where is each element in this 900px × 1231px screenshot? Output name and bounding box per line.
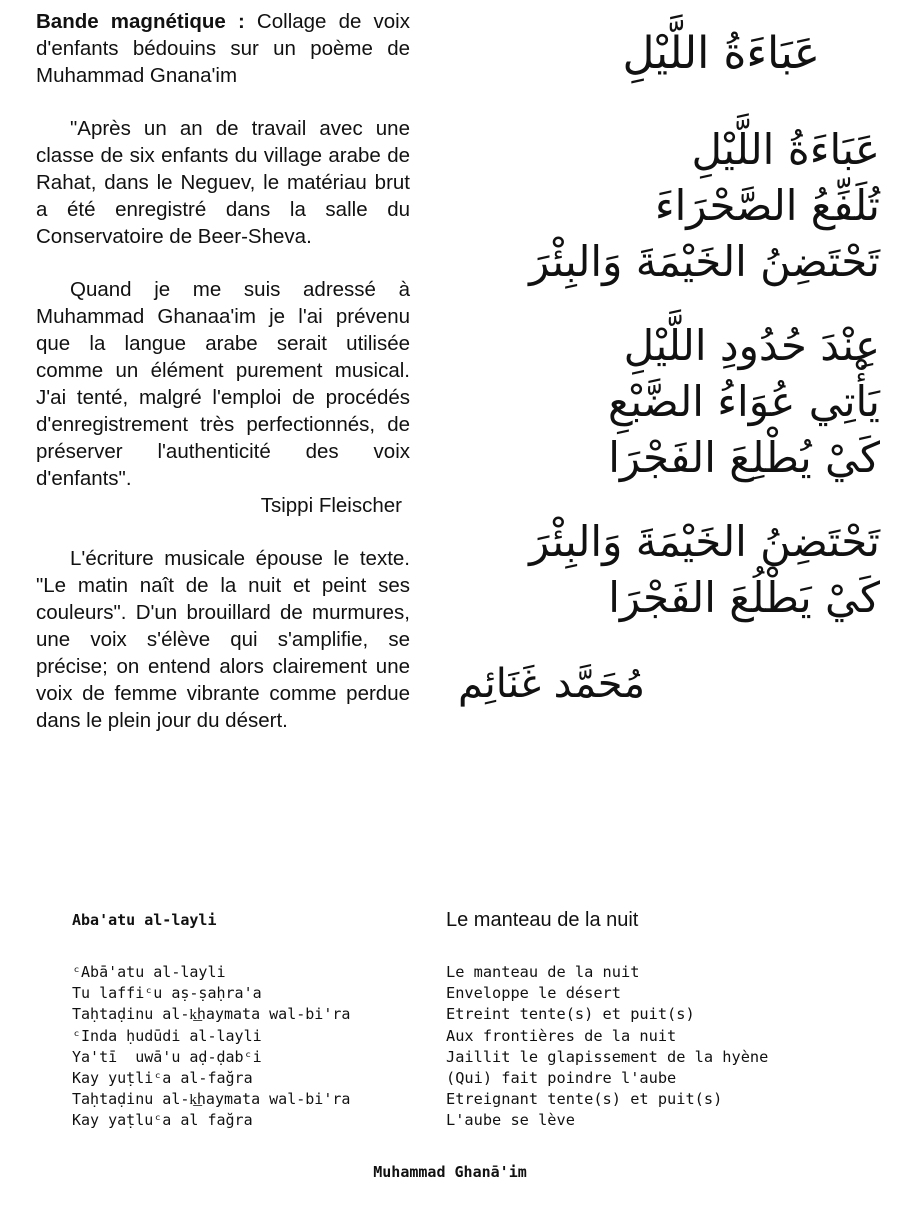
translation-title: Le manteau de la nuit <box>446 909 639 931</box>
translation-line: Etreignant tente(s) et puit(s) <box>446 1090 723 1109</box>
translation-line: Etreint tente(s) et puit(s) <box>446 1005 695 1024</box>
quote-signature: Tsippi Fleischer <box>260 494 402 517</box>
transliteration-line: ᶜInda ḥudūdi al-layli <box>72 1026 262 1045</box>
quote-paragraph-2: Quand je me suis adressé à Muhammad Ghanaa'im je l'ai prévenu que la langue arabe serait utilisée comme un élément purement musical. J'ai tenté, malgré l'emploi de procédés d'enregistrement très perfectionnés, de préserver l'authenticité des voix d'enfants". <box>36 278 410 490</box>
arabic-verse-line: كَيْ يُطْلِعَ الفَجْرَا <box>608 433 880 482</box>
arabic-verse-line: عَبَاءَةُ اللَّيْلِ <box>691 125 880 174</box>
arabic-stanza <box>440 318 880 486</box>
quote-paragraph-1: "Après un an de travail avec une classe de six enfants du village arabe de Rahat, dans le Neguev, le matériau brut a été enregistré dans la salle du Conservatoire de Beer-Sheva. <box>36 117 410 248</box>
translation-lines <box>446 962 876 1132</box>
transliteration-line: Kay yaṭluᶜa al fağra <box>72 1111 253 1130</box>
translation-line: Le manteau de la nuit <box>446 963 640 981</box>
transliteration-line: Kay yuṭliᶜa al-fağra <box>72 1069 253 1088</box>
arabic-verse-line: تَحْتَضِنُ الخَيْمَةَ وَالبِئْرَ <box>529 517 880 566</box>
transliteration-line: Taḥtaḍinu al-k͟haymata wal-bi'ra <box>72 1005 351 1024</box>
intro-paragraph <box>36 8 410 89</box>
intro-text: Collage de voix d'enfants bédouins sur un poème de Muhammad Gnana'im <box>36 10 410 87</box>
arabic-verse-line: تَحْتَضِنُ الخَيْمَةَ وَالبِئْرَ <box>529 237 880 286</box>
poem-author-footer: Muhammad Ghanā'im <box>373 1163 527 1181</box>
arabic-verse-line: تُلَفِّعُ الصَّحْرَاءَ <box>654 181 880 230</box>
transliteration-line: Tu laffiᶜu aṣ-ṣaḥra'a <box>72 984 262 1003</box>
translation-line: L'aube se lève <box>446 1111 575 1130</box>
arabic-verse-line: كَيْ يَطْلُعَ الفَجْرَا <box>608 573 880 622</box>
transliteration-title: Aba'atu al-layli <box>72 911 217 929</box>
arabic-poem <box>440 18 880 714</box>
commentary-column <box>36 8 410 734</box>
arabic-poem-author: مُحَمَّد غَنَائِم <box>458 661 646 707</box>
transliteration-line: Taḥtaḍinu al-k͟haymata wal-bi'ra <box>72 1090 351 1109</box>
arabic-stanza <box>440 514 880 626</box>
intro-heading: Bande magnétique : <box>36 10 245 33</box>
translation-line: (Qui) fait poindre l'aube <box>446 1069 677 1088</box>
translation-line: Jaillit le glapissement de la hyène <box>446 1047 769 1066</box>
translation-line: Enveloppe le désert <box>446 984 621 1003</box>
arabic-verse-line: عِنْدَ حُدُودِ اللَّيْلِ <box>623 321 880 370</box>
analysis-paragraph: L'écriture musicale épouse le texte. "Le matin naît de la nuit et peint ses couleurs". D'un brouillard de murmures, une voix s'élève qui s'amplifie, se précise; on entend alors clairement une voix de femme vibrante comme perdue dans le plein jour du désert. <box>36 547 410 732</box>
transliteration-line: Ya'tī uwā'u aḍ-ḍabᶜi <box>72 1047 262 1066</box>
transliteration-block <box>72 906 432 1132</box>
arabic-verse-line: يَأْتِي عُوَاءُ الضَّبْعِ <box>608 377 880 426</box>
transliteration-line: ᶜAbā'atu al-layli <box>72 963 226 981</box>
arabic-stanza <box>440 122 880 290</box>
transliteration-lines <box>72 962 432 1132</box>
arabic-poem-title: عَبَاءَةُ اللَّيْلِ <box>622 28 820 79</box>
translation-block <box>446 906 876 1132</box>
translation-line: Aux frontières de la nuit <box>446 1026 677 1045</box>
